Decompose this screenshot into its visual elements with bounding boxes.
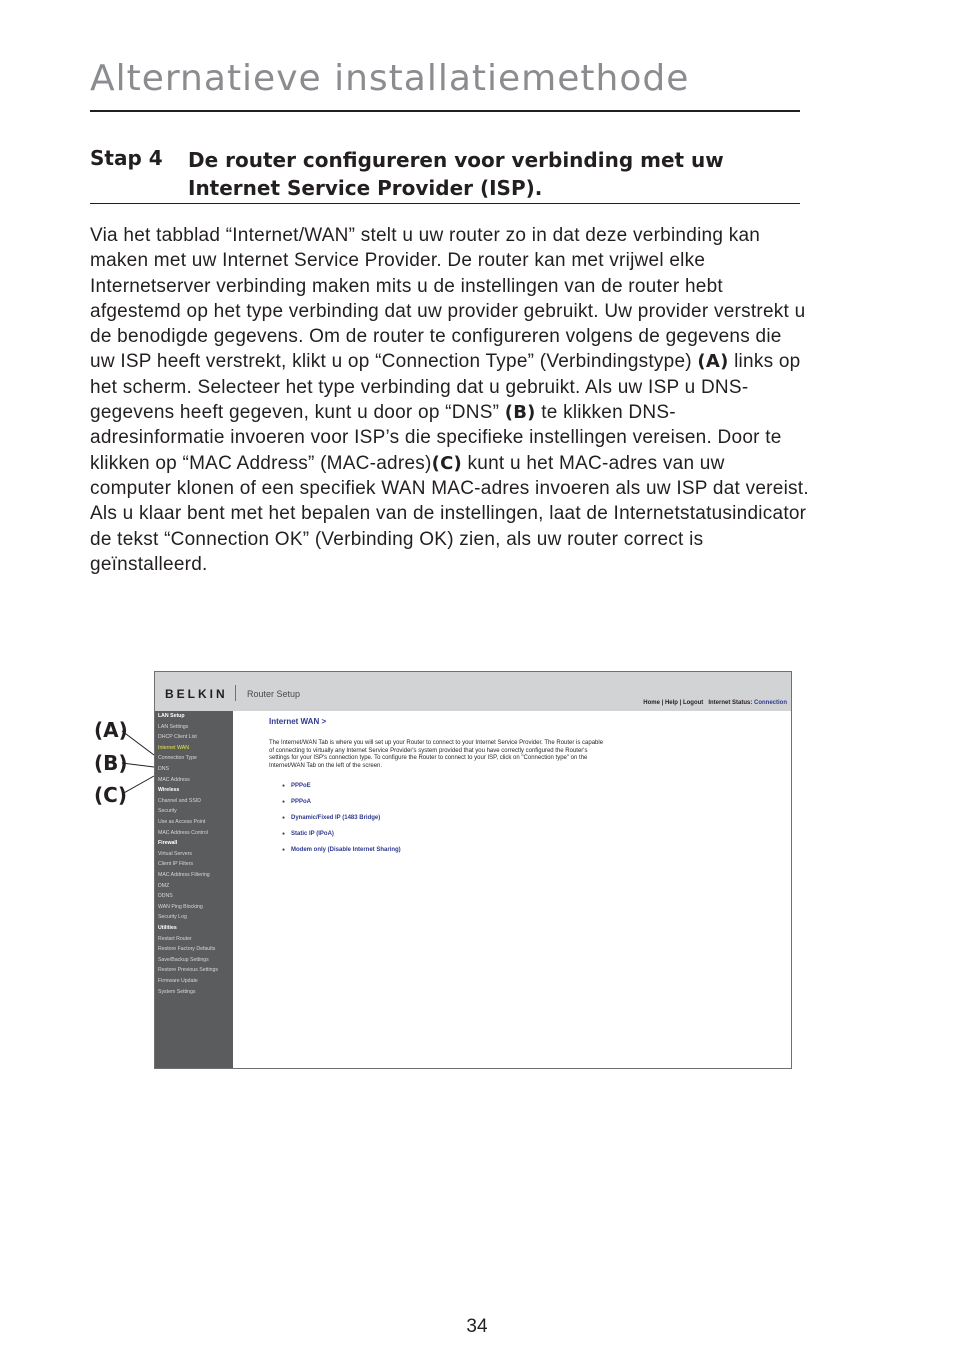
sidebar-item[interactable]: DHCP Client List bbox=[158, 734, 197, 741]
sidebar-item[interactable]: MAC Address bbox=[158, 776, 190, 783]
sidebar-item[interactable]: Save/Backup Settings bbox=[158, 956, 209, 963]
sidebar-item: Firewall bbox=[158, 840, 178, 847]
connection-option[interactable]: ● Static IP (IPoA) bbox=[291, 831, 334, 837]
title-divider bbox=[90, 110, 800, 112]
body-text-1: Via het tabblad “Internet/WAN” stelt u uw router zo in dat deze verbinding kan maken met uw Internet Service Provider. De router kan met vrijwel elke Internetserver verbinding maken mits u de instellingen van de router hebt afgestemd op het type verbinding dat uw provider gebruikt. Uw provider verstrekt u de benodigde gegevens. Om de router te configureren volgens de gegevens die uw ISP heeft verstrekt, klikt u op “Connection Type” (Verbindingstype) bbox=[90, 225, 806, 373]
connection-option[interactable]: ● Modem only (Disable Internet Sharing) bbox=[291, 847, 401, 853]
connection-option[interactable]: ● PPPoA bbox=[291, 799, 311, 805]
router-screenshot bbox=[154, 671, 792, 1069]
ref-a: (A) bbox=[697, 351, 729, 373]
header-separator bbox=[235, 685, 236, 701]
sidebar-item[interactable]: Firmware Update bbox=[158, 978, 198, 984]
sidebar-item[interactable]: MAC Address Control bbox=[158, 829, 208, 836]
router-sidebar bbox=[155, 711, 233, 1068]
belkin-logo: BELKIN bbox=[165, 687, 228, 701]
sidebar-item: LAN Setup bbox=[158, 713, 185, 719]
sidebar-item[interactable]: DNS bbox=[158, 766, 169, 772]
sidebar-item[interactable]: Restore Previous Settings bbox=[158, 967, 218, 974]
status-value: Connection bbox=[754, 700, 787, 706]
ref-b: (B) bbox=[504, 402, 536, 424]
sidebar-item: Wireless bbox=[158, 787, 180, 794]
leader-line-b bbox=[122, 763, 154, 767]
sidebar-item[interactable]: DDNS bbox=[158, 893, 173, 900]
sidebar-item[interactable]: System Settings bbox=[158, 988, 196, 995]
sidebar-item[interactable]: Use as Access Point bbox=[158, 819, 206, 825]
sidebar-item[interactable]: DMZ bbox=[158, 882, 170, 889]
sidebar-item[interactable]: Virtual Servers bbox=[158, 850, 192, 857]
content-title: Internet WAN > bbox=[269, 717, 327, 726]
top-links bbox=[643, 700, 787, 706]
sidebar-item[interactable]: Security Log bbox=[158, 914, 187, 921]
home-help-logout-links[interactable]: Home | Help | Logout bbox=[643, 700, 704, 706]
sidebar-item[interactable]: Restart Router bbox=[158, 935, 192, 942]
callout-c: (C) bbox=[94, 783, 127, 807]
callout-a: (A) bbox=[94, 718, 128, 742]
sidebar-item[interactable]: LAN Settings bbox=[158, 723, 189, 730]
sidebar-item[interactable]: WAN Ping Blocking bbox=[158, 903, 203, 910]
sidebar-item[interactable]: Connection Type bbox=[158, 755, 197, 762]
sidebar-item[interactable]: MAC Address Filtering bbox=[158, 872, 210, 878]
connection-option[interactable]: ● PPPoE bbox=[291, 783, 311, 789]
status-label: Internet Status: bbox=[708, 700, 753, 706]
step-label: Stap 4 bbox=[90, 146, 163, 170]
sidebar-item[interactable]: Restore Factory Defaults bbox=[158, 946, 216, 953]
router-content bbox=[269, 717, 609, 784]
body-text-4: kunt u het MAC-adres van uw computer klonen of een specifiek WAN MAC-adres invoeren als uw ISP dat vereist. Als u klaar bent met het bepalen van de instellingen, laat de Internetstatusindicator de tekst “Connection OK” (Verbinding OK) zien, als uw router correct is geïnstalleerd. bbox=[90, 452, 809, 575]
leader-line-c bbox=[122, 776, 154, 794]
sidebar-item: Utilities bbox=[158, 925, 177, 931]
sidebar-item[interactable]: Security bbox=[158, 808, 177, 815]
body-paragraph bbox=[90, 223, 810, 577]
router-header bbox=[155, 672, 791, 711]
page-title: Alternatieve installatiemethode bbox=[90, 58, 690, 99]
body-text-3: te klikken DNS-adresinformatie invoeren voor ISP’s die specifieke instellingen vereisen. Door te klikken op “MAC Address” (MAC-adres) bbox=[90, 402, 782, 474]
leader-line-a bbox=[122, 731, 154, 755]
sidebar-item[interactable]: Client IP Filters bbox=[158, 861, 194, 868]
body-text-2: links op het scherm. Selecteer het type verbinding dat u gebruikt. Als uw ISP u DNS-gegevens heeft gegeven, kunt u door op “DNS” bbox=[90, 351, 801, 424]
connection-option[interactable]: ● Dynamic/Fixed IP (1483 Bridge) bbox=[291, 815, 380, 821]
page-number: 34 bbox=[466, 1316, 488, 1337]
app-name: Router Setup bbox=[247, 689, 301, 699]
step-divider bbox=[90, 203, 800, 204]
sidebar-item[interactable]: Internet WAN bbox=[158, 744, 189, 751]
ref-c: (C) bbox=[431, 452, 463, 474]
callout-b: (B) bbox=[94, 751, 128, 775]
sidebar-item[interactable]: Channel and SSID bbox=[158, 797, 201, 804]
step-heading: De router configureren voor verbinding met uw Internet Service Provider (ISP). bbox=[188, 148, 724, 200]
content-description: The Internet/WAN Tab is where you will set up your Router to connect to your Internet Service Provider. The Router is capable of connecting to virtually any Internet Service Provider's system provided that you have correctly configured the Router's settings for your ISP's connection type. To configure the Router to connect to your ISP, click on "Connection type" on the Internet/WAN Tab on the left of the screen. bbox=[269, 740, 604, 769]
